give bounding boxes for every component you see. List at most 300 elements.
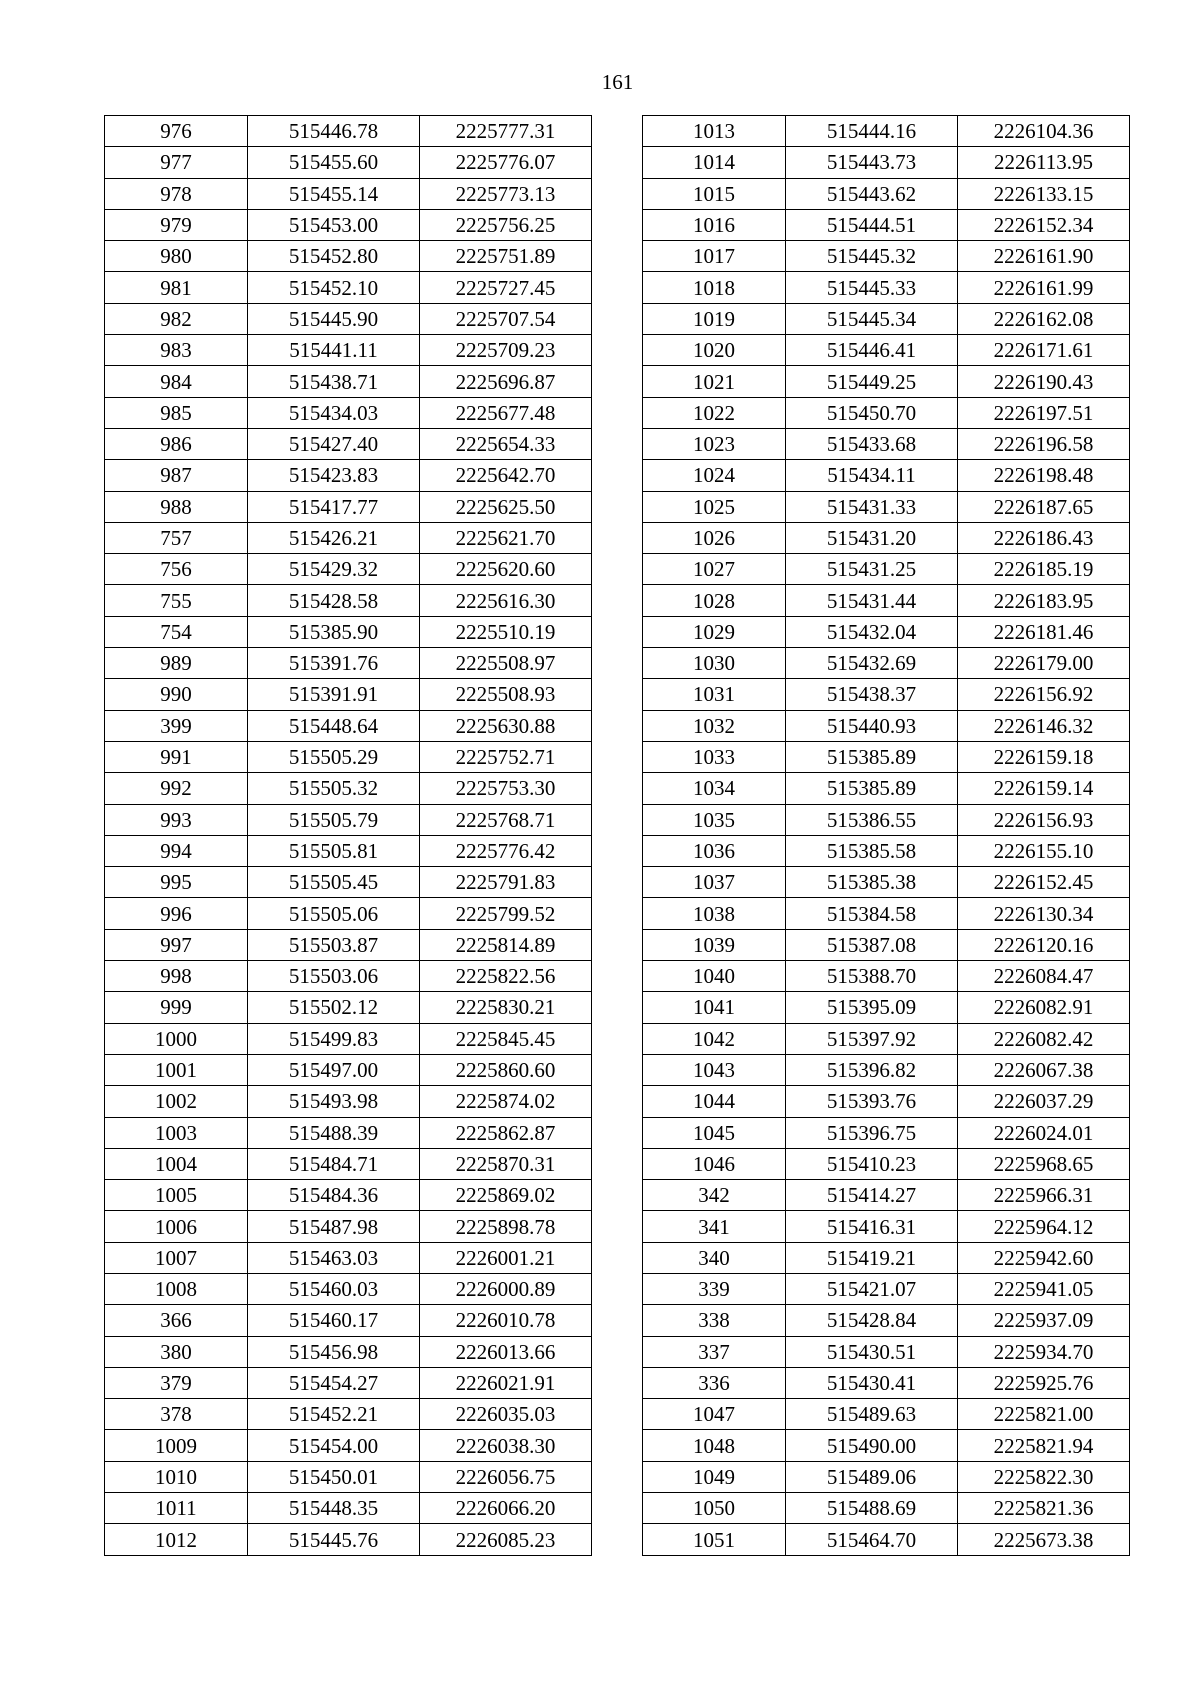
x-coordinate-cell: 515503.06 <box>248 961 420 992</box>
x-coordinate-cell: 515432.04 <box>786 616 958 647</box>
x-coordinate-cell: 515505.81 <box>248 835 420 866</box>
point-id-cell: 1039 <box>643 929 786 960</box>
table-row <box>105 147 592 178</box>
y-coordinate-cell: 2225654.33 <box>420 428 592 459</box>
x-coordinate-cell: 515448.35 <box>248 1493 420 1524</box>
y-coordinate-cell: 2226067.38 <box>958 1054 1130 1085</box>
x-coordinate-cell: 515387.08 <box>786 929 958 960</box>
point-id-cell: 995 <box>105 867 248 898</box>
table-row <box>105 648 592 679</box>
x-coordinate-cell: 515505.32 <box>248 773 420 804</box>
y-coordinate-cell: 2226171.61 <box>958 335 1130 366</box>
point-id-cell: 989 <box>105 648 248 679</box>
y-coordinate-cell: 2226198.48 <box>958 460 1130 491</box>
table-row <box>105 335 592 366</box>
table-row <box>105 1117 592 1148</box>
point-id-cell: 999 <box>105 992 248 1023</box>
point-id-cell: 1010 <box>105 1461 248 1492</box>
point-id-cell: 379 <box>105 1367 248 1398</box>
table-row <box>643 679 1130 710</box>
y-coordinate-cell: 2225964.12 <box>958 1211 1130 1242</box>
point-id-cell: 1014 <box>643 147 786 178</box>
table-row <box>643 1524 1130 1555</box>
table-row <box>105 1461 592 1492</box>
x-coordinate-cell: 515488.69 <box>786 1493 958 1524</box>
y-coordinate-cell: 2225630.88 <box>420 710 592 741</box>
y-coordinate-cell: 2226196.58 <box>958 428 1130 459</box>
point-id-cell: 984 <box>105 366 248 397</box>
table-row <box>643 1148 1130 1179</box>
table-row <box>643 491 1130 522</box>
y-coordinate-cell: 2226001.21 <box>420 1242 592 1273</box>
x-coordinate-cell: 515385.38 <box>786 867 958 898</box>
table-row <box>105 366 592 397</box>
table-row <box>105 1524 592 1555</box>
x-coordinate-cell: 515452.21 <box>248 1399 420 1430</box>
x-coordinate-cell: 515445.76 <box>248 1524 420 1555</box>
point-id-cell: 988 <box>105 491 248 522</box>
point-id-cell: 1026 <box>643 522 786 553</box>
point-id-cell: 986 <box>105 428 248 459</box>
x-coordinate-cell: 515396.82 <box>786 1054 958 1085</box>
table-row <box>643 178 1130 209</box>
y-coordinate-cell: 2226013.66 <box>420 1336 592 1367</box>
point-id-cell: 1019 <box>643 303 786 334</box>
point-id-cell: 1029 <box>643 616 786 647</box>
point-id-cell: 378 <box>105 1399 248 1430</box>
coordinate-table-right <box>642 115 1130 1556</box>
table-row <box>643 773 1130 804</box>
table-row <box>105 303 592 334</box>
y-coordinate-cell: 2225822.30 <box>958 1461 1130 1492</box>
y-coordinate-cell: 2225752.71 <box>420 741 592 772</box>
point-id-cell: 341 <box>643 1211 786 1242</box>
y-coordinate-cell: 2225874.02 <box>420 1086 592 1117</box>
x-coordinate-cell: 515434.03 <box>248 397 420 428</box>
y-coordinate-cell: 2225673.38 <box>958 1524 1130 1555</box>
x-coordinate-cell: 515505.45 <box>248 867 420 898</box>
point-id-cell: 1038 <box>643 898 786 929</box>
y-coordinate-cell: 2225777.31 <box>420 116 592 147</box>
point-id-cell: 1028 <box>643 585 786 616</box>
table-row <box>105 992 592 1023</box>
point-id-cell: 380 <box>105 1336 248 1367</box>
x-coordinate-cell: 515416.31 <box>786 1211 958 1242</box>
page-number: 161 <box>601 70 634 94</box>
point-id-cell: 994 <box>105 835 248 866</box>
x-coordinate-cell: 515444.16 <box>786 116 958 147</box>
table-row <box>105 929 592 960</box>
point-id-cell: 1005 <box>105 1180 248 1211</box>
y-coordinate-cell: 2226082.42 <box>958 1023 1130 1054</box>
point-id-cell: 990 <box>105 679 248 710</box>
table-row <box>643 1242 1130 1273</box>
x-coordinate-cell: 515385.89 <box>786 741 958 772</box>
x-coordinate-cell: 515446.41 <box>786 335 958 366</box>
y-coordinate-cell: 2225727.45 <box>420 272 592 303</box>
table-row <box>643 1117 1130 1148</box>
y-coordinate-cell: 2225696.87 <box>420 366 592 397</box>
y-coordinate-cell: 2225756.25 <box>420 209 592 240</box>
table-row <box>643 961 1130 992</box>
x-coordinate-cell: 515503.87 <box>248 929 420 960</box>
table-row <box>643 241 1130 272</box>
table-row <box>643 1180 1130 1211</box>
table-row <box>643 1367 1130 1398</box>
x-coordinate-cell: 515393.76 <box>786 1086 958 1117</box>
x-coordinate-cell: 515385.90 <box>248 616 420 647</box>
point-id-cell: 998 <box>105 961 248 992</box>
point-id-cell: 1043 <box>643 1054 786 1085</box>
point-id-cell: 757 <box>105 522 248 553</box>
table-row <box>643 272 1130 303</box>
table-row <box>105 679 592 710</box>
y-coordinate-cell: 2226146.32 <box>958 710 1130 741</box>
x-coordinate-cell: 515427.40 <box>248 428 420 459</box>
x-coordinate-cell: 515426.21 <box>248 522 420 553</box>
table-row <box>105 1399 592 1430</box>
table-row <box>105 460 592 491</box>
x-coordinate-cell: 515445.33 <box>786 272 958 303</box>
point-id-cell: 1040 <box>643 961 786 992</box>
y-coordinate-cell: 2225620.60 <box>420 554 592 585</box>
table-row <box>105 741 592 772</box>
x-coordinate-cell: 515445.90 <box>248 303 420 334</box>
point-id-cell: 1047 <box>643 1399 786 1430</box>
point-id-cell: 1001 <box>105 1054 248 1085</box>
table-row <box>643 741 1130 772</box>
x-coordinate-cell: 515384.58 <box>786 898 958 929</box>
y-coordinate-cell: 2226179.00 <box>958 648 1130 679</box>
x-coordinate-cell: 515463.03 <box>248 1242 420 1273</box>
point-id-cell: 1042 <box>643 1023 786 1054</box>
x-coordinate-cell: 515438.37 <box>786 679 958 710</box>
y-coordinate-cell: 2226024.01 <box>958 1117 1130 1148</box>
x-coordinate-cell: 515430.41 <box>786 1367 958 1398</box>
y-coordinate-cell: 2225830.21 <box>420 992 592 1023</box>
table-row <box>105 397 592 428</box>
point-id-cell: 1027 <box>643 554 786 585</box>
y-coordinate-cell: 2226035.03 <box>420 1399 592 1430</box>
table-row <box>105 804 592 835</box>
point-id-cell: 399 <box>105 710 248 741</box>
table-row <box>105 1211 592 1242</box>
y-coordinate-cell: 2226084.47 <box>958 961 1130 992</box>
table-row <box>105 1242 592 1273</box>
point-id-cell: 1031 <box>643 679 786 710</box>
x-coordinate-cell: 515502.12 <box>248 992 420 1023</box>
y-coordinate-cell: 2225821.00 <box>958 1399 1130 1430</box>
y-coordinate-cell: 2226113.95 <box>958 147 1130 178</box>
y-coordinate-cell: 2226021.91 <box>420 1367 592 1398</box>
y-coordinate-cell: 2225776.42 <box>420 835 592 866</box>
table-row <box>105 616 592 647</box>
x-coordinate-cell: 515421.07 <box>786 1273 958 1304</box>
table-row <box>643 710 1130 741</box>
y-coordinate-cell: 2225768.71 <box>420 804 592 835</box>
point-id-cell: 1034 <box>643 773 786 804</box>
table-row <box>105 1305 592 1336</box>
x-coordinate-cell: 515423.83 <box>248 460 420 491</box>
table-row <box>105 491 592 522</box>
point-id-cell: 982 <box>105 303 248 334</box>
x-coordinate-cell: 515489.06 <box>786 1461 958 1492</box>
point-id-cell: 754 <box>105 616 248 647</box>
y-coordinate-cell: 2225898.78 <box>420 1211 592 1242</box>
table-row <box>643 804 1130 835</box>
y-coordinate-cell: 2225966.31 <box>958 1180 1130 1211</box>
point-id-cell: 1048 <box>643 1430 786 1461</box>
x-coordinate-cell: 515505.79 <box>248 804 420 835</box>
x-coordinate-cell: 515455.14 <box>248 178 420 209</box>
x-coordinate-cell: 515460.03 <box>248 1273 420 1304</box>
y-coordinate-cell: 2225508.93 <box>420 679 592 710</box>
y-coordinate-cell: 2225625.50 <box>420 491 592 522</box>
x-coordinate-cell: 515487.98 <box>248 1211 420 1242</box>
x-coordinate-cell: 515454.27 <box>248 1367 420 1398</box>
point-id-cell: 339 <box>643 1273 786 1304</box>
table-row <box>643 867 1130 898</box>
table-row <box>105 1180 592 1211</box>
x-coordinate-cell: 515385.58 <box>786 835 958 866</box>
table-row <box>105 867 592 898</box>
x-coordinate-cell: 515391.76 <box>248 648 420 679</box>
y-coordinate-cell: 2225821.36 <box>958 1493 1130 1524</box>
x-coordinate-cell: 515438.71 <box>248 366 420 397</box>
y-coordinate-cell: 2226152.34 <box>958 209 1130 240</box>
x-coordinate-cell: 515453.00 <box>248 209 420 240</box>
point-id-cell: 1021 <box>643 366 786 397</box>
coordinate-table-left <box>104 115 592 1556</box>
x-coordinate-cell: 515484.36 <box>248 1180 420 1211</box>
point-id-cell: 997 <box>105 929 248 960</box>
point-id-cell: 1011 <box>105 1493 248 1524</box>
point-id-cell: 991 <box>105 741 248 772</box>
table-row <box>105 710 592 741</box>
x-coordinate-cell: 515429.32 <box>248 554 420 585</box>
y-coordinate-cell: 2225621.70 <box>420 522 592 553</box>
point-id-cell: 1051 <box>643 1524 786 1555</box>
table-row <box>643 1054 1130 1085</box>
x-coordinate-cell: 515385.89 <box>786 773 958 804</box>
y-coordinate-cell: 2225753.30 <box>420 773 592 804</box>
x-coordinate-cell: 515388.70 <box>786 961 958 992</box>
table-row <box>105 241 592 272</box>
y-coordinate-cell: 2225773.13 <box>420 178 592 209</box>
y-coordinate-cell: 2226156.93 <box>958 804 1130 835</box>
y-coordinate-cell: 2225822.56 <box>420 961 592 992</box>
point-id-cell: 1045 <box>643 1117 786 1148</box>
x-coordinate-cell: 515428.84 <box>786 1305 958 1336</box>
table-row <box>643 1305 1130 1336</box>
x-coordinate-cell: 515434.11 <box>786 460 958 491</box>
x-coordinate-cell: 515505.29 <box>248 741 420 772</box>
y-coordinate-cell: 2226152.45 <box>958 867 1130 898</box>
point-id-cell: 980 <box>105 241 248 272</box>
point-id-cell: 337 <box>643 1336 786 1367</box>
point-id-cell: 1007 <box>105 1242 248 1273</box>
point-id-cell: 996 <box>105 898 248 929</box>
table-row <box>643 1086 1130 1117</box>
y-coordinate-cell: 2225869.02 <box>420 1180 592 1211</box>
point-id-cell: 1046 <box>643 1148 786 1179</box>
table-row <box>105 1367 592 1398</box>
x-coordinate-cell: 515396.75 <box>786 1117 958 1148</box>
y-coordinate-cell: 2225937.09 <box>958 1305 1130 1336</box>
y-coordinate-cell: 2225510.19 <box>420 616 592 647</box>
x-coordinate-cell: 515493.98 <box>248 1086 420 1117</box>
x-coordinate-cell: 515455.60 <box>248 147 420 178</box>
point-id-cell: 1003 <box>105 1117 248 1148</box>
table-row <box>643 898 1130 929</box>
y-coordinate-cell: 2226130.34 <box>958 898 1130 929</box>
x-coordinate-cell: 515450.70 <box>786 397 958 428</box>
x-coordinate-cell: 515445.34 <box>786 303 958 334</box>
x-coordinate-cell: 515444.51 <box>786 209 958 240</box>
y-coordinate-cell: 2226120.16 <box>958 929 1130 960</box>
point-id-cell: 1024 <box>643 460 786 491</box>
y-coordinate-cell: 2226162.08 <box>958 303 1130 334</box>
table-row <box>105 1086 592 1117</box>
y-coordinate-cell: 2226104.36 <box>958 116 1130 147</box>
x-coordinate-cell: 515441.11 <box>248 335 420 366</box>
y-coordinate-cell: 2226037.29 <box>958 1086 1130 1117</box>
x-coordinate-cell: 515497.00 <box>248 1054 420 1085</box>
x-coordinate-cell: 515443.62 <box>786 178 958 209</box>
point-id-cell: 1041 <box>643 992 786 1023</box>
y-coordinate-cell: 2225791.83 <box>420 867 592 898</box>
point-id-cell: 1025 <box>643 491 786 522</box>
x-coordinate-cell: 515499.83 <box>248 1023 420 1054</box>
x-coordinate-cell: 515433.68 <box>786 428 958 459</box>
y-coordinate-cell: 2225845.45 <box>420 1023 592 1054</box>
point-id-cell: 1009 <box>105 1430 248 1461</box>
table-row <box>105 178 592 209</box>
point-id-cell: 1020 <box>643 335 786 366</box>
table-row <box>643 616 1130 647</box>
x-coordinate-cell: 515454.00 <box>248 1430 420 1461</box>
table-row <box>643 1273 1130 1304</box>
table-row <box>105 898 592 929</box>
x-coordinate-cell: 515397.92 <box>786 1023 958 1054</box>
table-row <box>105 1273 592 1304</box>
table-row <box>643 554 1130 585</box>
x-coordinate-cell: 515484.71 <box>248 1148 420 1179</box>
x-coordinate-cell: 515419.21 <box>786 1242 958 1273</box>
point-id-cell: 1033 <box>643 741 786 772</box>
y-coordinate-cell: 2225942.60 <box>958 1242 1130 1273</box>
x-coordinate-cell: 515488.39 <box>248 1117 420 1148</box>
y-coordinate-cell: 2226161.90 <box>958 241 1130 272</box>
y-coordinate-cell: 2226159.14 <box>958 773 1130 804</box>
table-row <box>105 1430 592 1461</box>
y-coordinate-cell: 2225814.89 <box>420 929 592 960</box>
point-id-cell: 1017 <box>643 241 786 272</box>
point-id-cell: 340 <box>643 1242 786 1273</box>
y-coordinate-cell: 2225941.05 <box>958 1273 1130 1304</box>
x-coordinate-cell: 515431.33 <box>786 491 958 522</box>
x-coordinate-cell: 515431.20 <box>786 522 958 553</box>
point-id-cell: 1000 <box>105 1023 248 1054</box>
point-id-cell: 1049 <box>643 1461 786 1492</box>
y-coordinate-cell: 2225925.76 <box>958 1367 1130 1398</box>
table-row <box>643 929 1130 960</box>
table-row <box>643 992 1130 1023</box>
x-coordinate-cell: 515395.09 <box>786 992 958 1023</box>
y-coordinate-cell: 2225968.65 <box>958 1148 1130 1179</box>
x-coordinate-cell: 515440.93 <box>786 710 958 741</box>
y-coordinate-cell: 2225870.31 <box>420 1148 592 1179</box>
x-coordinate-cell: 515431.44 <box>786 585 958 616</box>
point-id-cell: 978 <box>105 178 248 209</box>
y-coordinate-cell: 2225709.23 <box>420 335 592 366</box>
point-id-cell: 1030 <box>643 648 786 679</box>
point-id-cell: 1044 <box>643 1086 786 1117</box>
point-id-cell: 1008 <box>105 1273 248 1304</box>
y-coordinate-cell: 2225677.48 <box>420 397 592 428</box>
point-id-cell: 1050 <box>643 1493 786 1524</box>
point-id-cell: 1036 <box>643 835 786 866</box>
table-row <box>643 147 1130 178</box>
point-id-cell: 1018 <box>643 272 786 303</box>
y-coordinate-cell: 2226085.23 <box>420 1524 592 1555</box>
table-row <box>105 1493 592 1524</box>
y-coordinate-cell: 2226010.78 <box>420 1305 592 1336</box>
point-id-cell: 1002 <box>105 1086 248 1117</box>
point-id-cell: 1037 <box>643 867 786 898</box>
y-coordinate-cell: 2226133.15 <box>958 178 1130 209</box>
table-row <box>105 1054 592 1085</box>
table-row <box>643 428 1130 459</box>
point-id-cell: 1004 <box>105 1148 248 1179</box>
x-coordinate-cell: 515431.25 <box>786 554 958 585</box>
table-row <box>105 209 592 240</box>
table-row <box>643 1399 1130 1430</box>
x-coordinate-cell: 515430.51 <box>786 1336 958 1367</box>
point-id-cell: 993 <box>105 804 248 835</box>
point-id-cell: 992 <box>105 773 248 804</box>
x-coordinate-cell: 515489.63 <box>786 1399 958 1430</box>
point-id-cell: 976 <box>105 116 248 147</box>
point-id-cell: 338 <box>643 1305 786 1336</box>
y-coordinate-cell: 2225934.70 <box>958 1336 1130 1367</box>
y-coordinate-cell: 2226155.10 <box>958 835 1130 866</box>
y-coordinate-cell: 2225508.97 <box>420 648 592 679</box>
point-id-cell: 987 <box>105 460 248 491</box>
y-coordinate-cell: 2226197.51 <box>958 397 1130 428</box>
x-coordinate-cell: 515450.01 <box>248 1461 420 1492</box>
point-id-cell: 1006 <box>105 1211 248 1242</box>
x-coordinate-cell: 515386.55 <box>786 804 958 835</box>
y-coordinate-cell: 2226161.99 <box>958 272 1130 303</box>
y-coordinate-cell: 2226187.65 <box>958 491 1130 522</box>
table-row <box>643 335 1130 366</box>
table-row <box>643 1023 1130 1054</box>
x-coordinate-cell: 515464.70 <box>786 1524 958 1555</box>
table-row <box>105 116 592 147</box>
x-coordinate-cell: 515417.77 <box>248 491 420 522</box>
table-row <box>643 1211 1130 1242</box>
y-coordinate-cell: 2225862.87 <box>420 1117 592 1148</box>
table-row <box>105 272 592 303</box>
x-coordinate-cell: 515443.73 <box>786 147 958 178</box>
table-row <box>643 209 1130 240</box>
table-row <box>643 1461 1130 1492</box>
table-row <box>643 1430 1130 1461</box>
x-coordinate-cell: 515452.10 <box>248 272 420 303</box>
y-coordinate-cell: 2226159.18 <box>958 741 1130 772</box>
table-row <box>643 522 1130 553</box>
